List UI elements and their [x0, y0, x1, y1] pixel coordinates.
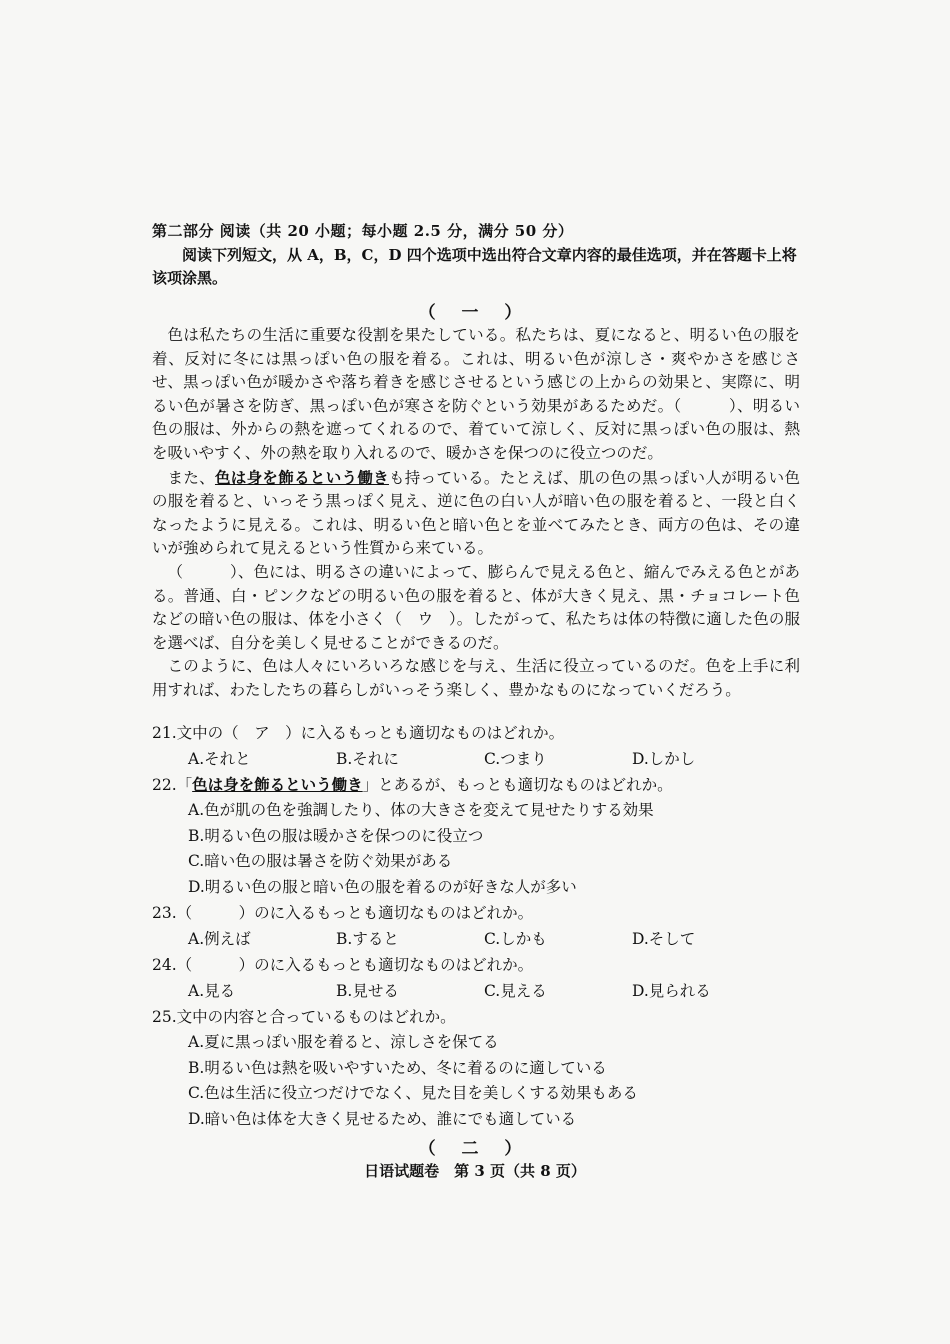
- passage-1-paragraph-2: [152, 466, 800, 561]
- question-25-option-a: A.夏に黒っぽい服を着ると、涼しさを保てる: [188, 1033, 499, 1051]
- question-23-options: [152, 926, 792, 952]
- question-22-option-d: D.明るい色の服と暗い色の服を着るのが好きな人が多い: [188, 877, 577, 896]
- question-23-option-d: D.そして: [632, 930, 696, 948]
- question-22-option-a: A.色が肌の色を強調したり、体の大きさを変えて見せたりする効果: [188, 801, 654, 819]
- page-footer: 日语试题卷 第 3 页（共 8 页）: [364, 1162, 586, 1180]
- passage-1-paragraph-1: 色は私たちの生活に重要な役割を果たしている。私たちは、夏になると、明るい色の服を着、反対に冬には黒っぽい色の服を着る。これは、明るい色が涼しさ・爽やかさを感じさせ、黒っぽい色が暖かさや落ち着きを感じさせるという感じの上からの効果と、実際に、明るい色が暑さを防ぎ、黒っぽい色が寒さを防ぐという効果があるためだ。（ ）、明るい色の服は、外からの熱を遮ってくれるので、着ていて涼しく、反対に黒っぽい色の服は、熱を吸いやすく、外の熱を取り入れるので、暖かさを保つのに役立つのだ。: [152, 326, 800, 462]
- question-21-option-a: A.それと: [188, 750, 251, 768]
- question-24-option-d: D.見られる: [632, 982, 711, 1000]
- question-24-stem: 24.（ ）のに入るもっとも適切なものはどれか。: [152, 956, 534, 974]
- question-24-option-b: B.見せる: [336, 982, 399, 1000]
- question-25-option-b: B.明るい色は熱を吸いやすいため、冬に着るのに適している: [188, 1058, 607, 1077]
- passage-2-heading: （ 二 ）: [418, 1139, 532, 1159]
- instructions: 阅读下列短文，从 A，B，C，D 四个选项中选出符合文章内容的最佳选项，并在答题卡上将该项涂黑。: [152, 246, 797, 287]
- paragraph-2-rest: も持っている。たとえば、肌の色の黒っぽい人が明るい色の服を着ると、いっそう黒っぽく見え、逆に色の白い人が暗い色の服を着ると、一段と白くなったように見える。これは、明るい色と暗い色とを並べてみたとき、両方の色は、その違いが強められて見えるという性質から来ている。: [152, 468, 800, 558]
- question-24-option-a: A.見る: [188, 982, 236, 1000]
- question-21-option-b: B.それに: [336, 750, 399, 768]
- question-23-stem: 23.（ ）のに入るもっとも適切なものはどれか。: [152, 904, 534, 922]
- underlined-phrase: 色は身を飾るという働き: [214, 467, 389, 487]
- question-23-option-b: B.すると: [336, 930, 399, 948]
- section-title: 第二部分 阅读（共 20 小题；每小题 2.5 分，满分 50 分）: [152, 222, 574, 240]
- question-22-option-c: C.暗い色の服は暑さを防ぐ効果がある: [188, 852, 453, 870]
- paragraph-2-lead: また、: [167, 468, 215, 487]
- question-24-option-c: C.見える: [484, 982, 547, 1000]
- passage-1-paragraph-3: （ ）、色には、明るさの違いによって、膨らんで見える色と、縮んでみえる色とがある。普通、白・ピンクなどの明るい色の服を着ると、体が大きく見え、黒・チョコレート色などの暗い色の服は、体を小さく（ ウ ）。したがって、私たちは体の特徴に適した色の服を選べば、自分を美しく見せることができるのだ。: [152, 562, 800, 652]
- question-22-option-b: B.明るい色の服は暖かさを保つのに役立つ: [188, 826, 484, 845]
- question-21-stem: 21.文中の（ ア ）に入るもっとも適切なものはどれか。: [152, 724, 565, 742]
- question-list: [152, 720, 792, 1132]
- question-25-option-c: C.色は生活に役立つだけでなく、見た目を美しくする効果もある: [188, 1084, 638, 1102]
- question-23-option-c: C.しかも: [484, 930, 547, 948]
- passage-1: [152, 324, 800, 703]
- question-21-option-d: D.しかし: [632, 750, 696, 768]
- question-23-option-a: A.例えば: [188, 930, 251, 948]
- passage-1-heading: （ 一 ）: [418, 303, 532, 323]
- question-21-options: [152, 746, 792, 772]
- question-22-stem: [152, 772, 792, 798]
- question-25-stem: 25.文中の内容と合っているものはどれか。: [152, 1008, 456, 1026]
- question-22-stem-end: 」とあるが、もっとも適切なものはどれか。: [362, 776, 673, 794]
- question-22-underlined-phrase: 色は身を飾るという働き: [192, 775, 363, 794]
- question-22-stem-start: 22.「: [152, 776, 193, 794]
- passage-1-paragraph-4: このように、色は人々にいろいろな感じを与え、生活に役立っているのだ。色を上手に利用すれば、わたしたちの暮らしがいっそう楽しく、豊かなものになっていくだろう。: [152, 657, 800, 699]
- question-24-options: [152, 978, 792, 1004]
- question-25-option-d: D.暗い色は体を大きく見せるため、誰にでも適している: [188, 1109, 577, 1128]
- question-21-option-c: C.つまり: [484, 750, 547, 768]
